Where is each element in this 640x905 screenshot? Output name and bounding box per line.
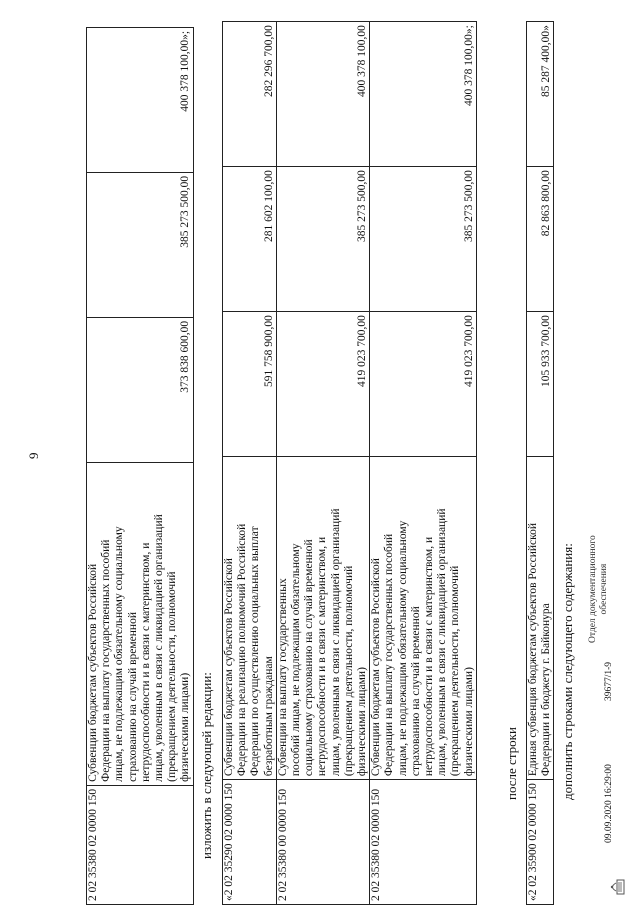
description-line: нетрудоспособности и в связи с материнством, и: [423, 536, 436, 777]
description-line: физическими лицами): [179, 672, 192, 782]
amount-cell: 400 378 100,00»;: [370, 22, 477, 167]
description-line: Субвенции бюджетам субъектов Российской: [370, 558, 383, 777]
description-line: пособий лицам, не подлежащим обязательному: [290, 543, 303, 777]
description-line: Субвенции на выплату государственных: [276, 578, 289, 777]
budget-code-cell: 2 02 35380 02 0000 150: [87, 785, 194, 904]
description-line: лицам, уволенным в связи с ликвидацией организаций: [329, 508, 342, 777]
description-line: физическими лицами): [356, 667, 369, 777]
description-line: Федерации на выплату государственных пособий: [100, 539, 113, 782]
amount-cell: 400 378 100,00»;: [87, 27, 194, 172]
footer-datetime: 09.09.2020 16:29:00: [604, 764, 614, 843]
description-line: (прекращением деятельности, полномочий: [449, 565, 462, 777]
amount-cell: 419 023 700,00: [276, 312, 369, 457]
stamp-line: обеспечения: [599, 563, 609, 615]
instruction-add: дополнить строками следующего содержания:: [560, 543, 575, 800]
description-line: физическими лицами): [462, 667, 475, 777]
description-cell: [370, 457, 477, 780]
stamp-line: Отдел документационного: [588, 535, 598, 643]
department-stamp: [588, 535, 610, 643]
budget-code-cell: «2 02 35290 02 0000 150: [223, 780, 277, 905]
table-row: [87, 27, 194, 904]
description-line: нетрудоспособности и в связи с материнством, и: [316, 536, 329, 777]
table-row: [276, 22, 369, 905]
description-line: страхованию на случай временной: [409, 606, 422, 777]
description-line: Субвенции бюджетам субъектов Российской: [223, 558, 235, 777]
instruction-edit: изложить в следующей редакции:: [199, 672, 214, 859]
description-line: социальному страхованию на случай временной: [303, 539, 316, 777]
description-line: Федерации по осуществлению социальных выплат: [249, 526, 262, 777]
amount-cell: 373 838 600,00: [87, 317, 194, 462]
description-line: лицам, не подлежащим обязательному социальному: [113, 526, 126, 782]
description-line: Федерации на выплату государственных пособий: [383, 533, 396, 777]
budget-table-1: [86, 27, 194, 905]
amount-cell: 591 758 900,00: [223, 312, 277, 457]
amount-cell: 282 296 700,00: [223, 22, 277, 167]
amount-cell: 385 273 500,00: [276, 167, 369, 312]
description-line: (прекращением деятельности, полномочий: [342, 565, 355, 777]
description-line: страхованию на случай временной: [126, 612, 139, 782]
amount-cell: 419 023 700,00: [370, 312, 477, 457]
description-line: безработным гражданам: [262, 656, 275, 777]
description-line: (прекращением деятельности, полномочий: [166, 571, 179, 782]
amount-cell: 281 602 100,00: [223, 167, 277, 312]
description-line: Единая субвенция бюджетам субъектов Российской: [527, 522, 539, 777]
description-line: Федерации и бюджету г. Байконура: [540, 603, 553, 777]
budget-code-cell: 2 02 35380 00 0000 150: [276, 780, 369, 905]
amount-cell: 85 287 400,00»: [527, 22, 554, 167]
description-line: нетрудоспособности и в связи с материнством, и: [139, 542, 152, 782]
description-cell: [223, 457, 277, 780]
amount-cell: 385 273 500,00: [87, 172, 194, 317]
budget-code-cell: «2 02 35900 02 0000 150: [527, 780, 554, 905]
description-cell: [276, 457, 369, 780]
amount-cell: 105 933 700,00: [527, 312, 554, 457]
instruction-after: после строки: [504, 727, 519, 800]
description-line: Федерации на реализацию полномочий Российской: [236, 523, 249, 777]
description-line: лицам, уволенным в связи с ликвидацией организаций: [153, 514, 166, 782]
emblem-icon: [608, 879, 626, 895]
table-row: [223, 22, 277, 905]
description-cell: [87, 462, 194, 785]
page-number: 9: [26, 452, 41, 459]
amount-cell: 82 863 800,00: [527, 167, 554, 312]
table-row: [370, 22, 477, 905]
description-line: лицам, не подлежащим обязательному социальному: [396, 520, 409, 777]
footer-doc-id: 39677/1-9: [604, 661, 614, 701]
amount-cell: 400 378 100,00: [276, 22, 369, 167]
description-cell: [527, 457, 554, 780]
description-line: Субвенции бюджетам субъектов Российской: [87, 563, 99, 782]
amount-cell: 385 273 500,00: [370, 167, 477, 312]
budget-table-3: [526, 21, 554, 905]
budget-table-2: [222, 21, 477, 905]
description-line: лицам, уволенным в связи с ликвидацией организаций: [436, 508, 449, 777]
budget-code-cell: 2 02 35380 02 0000 150: [370, 780, 477, 905]
table-row: [527, 22, 554, 905]
